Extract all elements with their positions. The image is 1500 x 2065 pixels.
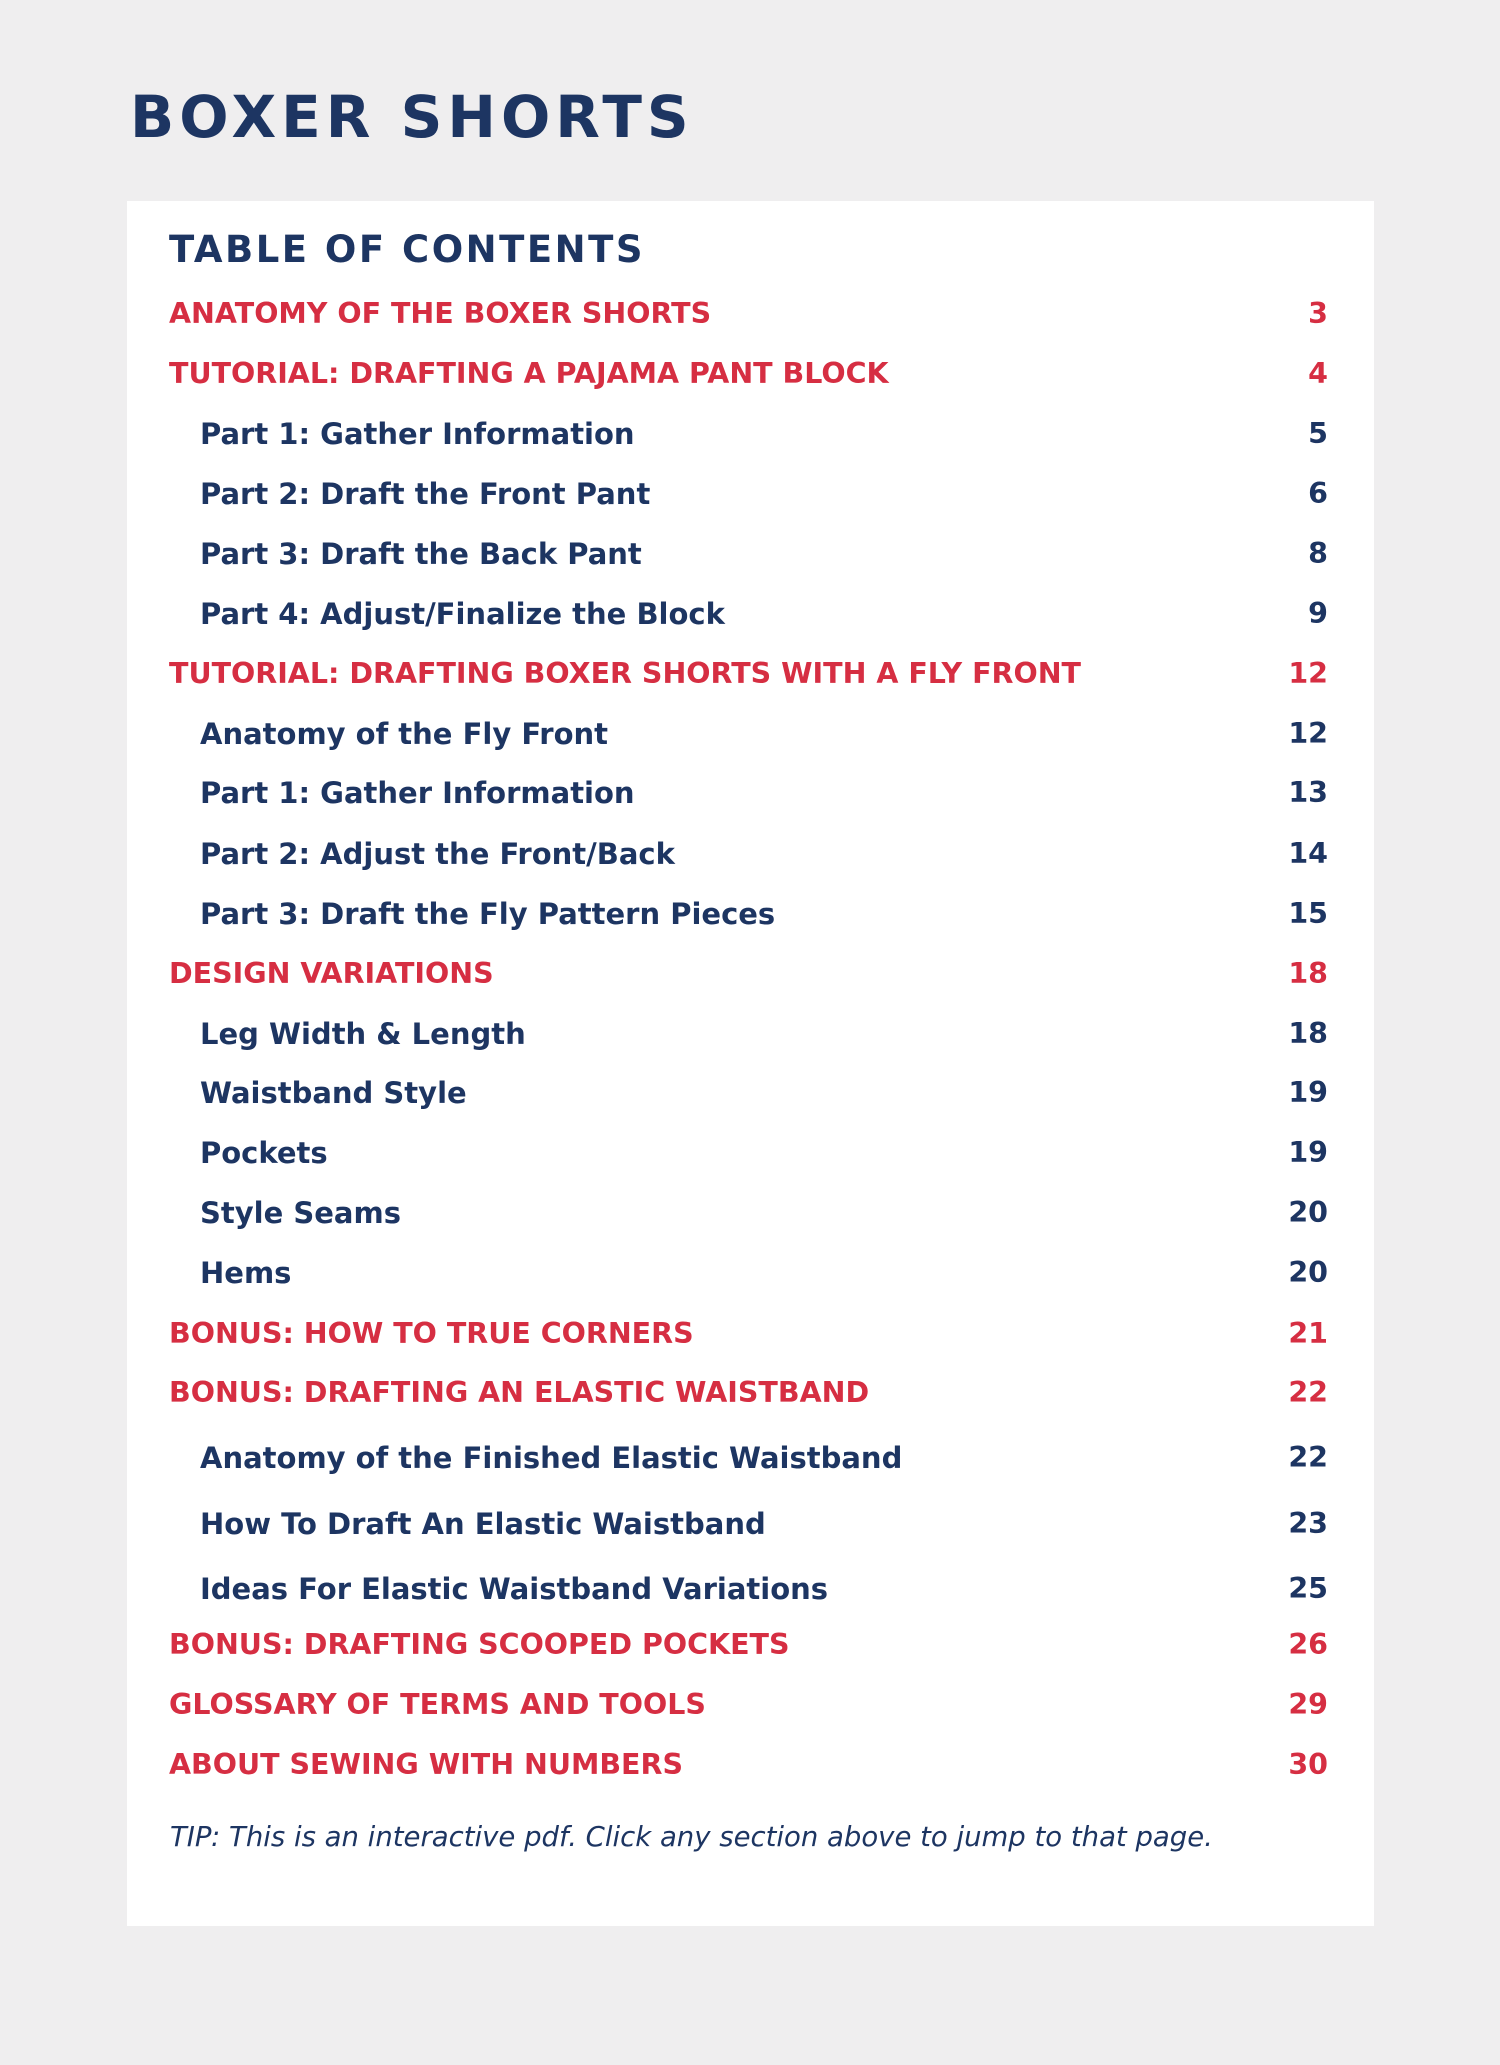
toc-entry-glossary[interactable] [169, 1683, 1328, 1727]
toc-entry-part-1-gather-information[interactable] [200, 412, 1328, 456]
toc-entry-how-to-draft-elastic-waistband[interactable] [200, 1502, 1328, 1546]
toc-entry-part-3-draft-fly-pattern-pieces[interactable] [200, 892, 1328, 936]
toc-entry-tutorial-pajama-pant-block[interactable] [169, 352, 1328, 396]
toc-entry-page-number: 19 [1288, 1075, 1328, 1109]
toc-entry-label: Anatomy of the Fly Front [200, 716, 609, 751]
toc-entry-page-number: 29 [1288, 1687, 1328, 1721]
toc-entry-label: Part 1: Gather Information [200, 416, 635, 451]
document-title: BOXER SHORTS [130, 83, 694, 151]
toc-entry-label: Part 3: Draft the Back Pant [200, 536, 642, 571]
toc-entry-label: TUTORIAL: DRAFTING A PAJAMA PANT BLOCK [169, 356, 889, 390]
toc-entry-fly-part-1-gather-information[interactable] [200, 771, 1328, 815]
toc-entry-bonus-elastic-waistband[interactable] [169, 1371, 1328, 1415]
toc-entry-page-number: 23 [1288, 1506, 1328, 1540]
toc-entry-page-number: 5 [1308, 416, 1328, 450]
toc-entry-page-number: 14 [1288, 836, 1328, 870]
toc-entry-label: Part 2: Draft the Front Pant [200, 476, 651, 511]
tip-note: TIP: This is an interactive pdf. Click any section above to jump to that page. [170, 1821, 1213, 1853]
toc-entry-label: Part 2: Adjust the Front/Back [200, 836, 675, 871]
table-of-contents-panel [127, 201, 1374, 1926]
toc-entry-hems[interactable] [200, 1251, 1328, 1295]
toc-entry-label: TUTORIAL: DRAFTING BOXER SHORTS WITH A FLY FRONT [169, 656, 1081, 690]
toc-entry-page-number: 26 [1288, 1627, 1328, 1661]
toc-entry-label: Anatomy of the Finished Elastic Waistband [200, 1440, 903, 1475]
toc-entry-label: ANATOMY OF THE BOXER SHORTS [169, 296, 712, 330]
toc-entry-label: DESIGN VARIATIONS [169, 956, 494, 990]
toc-entry-page-number: 25 [1288, 1571, 1328, 1605]
toc-entry-page-number: 19 [1288, 1135, 1328, 1169]
toc-entry-part-4-adjust-finalize-block[interactable] [200, 592, 1328, 636]
toc-entry-label: Part 3: Draft the Fly Pattern Pieces [200, 896, 776, 931]
toc-entry-page-number: 12 [1288, 716, 1328, 750]
toc-entry-page-number: 13 [1288, 775, 1328, 809]
toc-entry-tutorial-boxer-shorts-fly-front[interactable] [169, 652, 1328, 696]
toc-entry-page-number: 4 [1308, 356, 1328, 390]
toc-entry-page-number: 22 [1288, 1440, 1328, 1474]
toc-entry-page-number: 9 [1308, 596, 1328, 630]
toc-entry-label: How To Draft An Elastic Waistband [200, 1506, 766, 1541]
toc-entry-label: Waistband Style [200, 1075, 467, 1110]
toc-entry-part-2-draft-front-pant[interactable] [200, 472, 1328, 516]
toc-entry-label: GLOSSARY OF TERMS AND TOOLS [169, 1687, 706, 1721]
toc-entry-bonus-true-corners[interactable] [169, 1312, 1328, 1356]
toc-entry-label: Part 1: Gather Information [200, 775, 635, 810]
toc-entry-page-number: 21 [1288, 1316, 1328, 1350]
toc-heading: TABLE OF CONTENTS [169, 228, 645, 271]
toc-entry-label: ABOUT SEWING WITH NUMBERS [169, 1747, 683, 1781]
toc-entry-label: Style Seams [200, 1195, 401, 1230]
toc-entry-page-number: 30 [1288, 1747, 1328, 1781]
toc-entry-leg-width-length[interactable] [200, 1012, 1328, 1056]
toc-entry-label: Part 4: Adjust/Finalize the Block [200, 596, 725, 631]
toc-entry-about-sewing-with-numbers[interactable] [169, 1743, 1328, 1787]
toc-entry-label: Ideas For Elastic Waistband Variations [200, 1571, 829, 1606]
toc-entry-label: BONUS: DRAFTING AN ELASTIC WAISTBAND [169, 1375, 870, 1409]
toc-entry-part-2-adjust-front-back[interactable] [200, 832, 1328, 876]
toc-entry-style-seams[interactable] [200, 1191, 1328, 1235]
toc-entry-anatomy-of-the-fly-front[interactable] [200, 712, 1328, 756]
toc-entry-page-number: 6 [1308, 476, 1328, 510]
toc-entry-ideas-elastic-waistband-variations[interactable] [200, 1567, 1328, 1611]
toc-entry-anatomy-finished-elastic-waistband[interactable] [200, 1436, 1328, 1480]
toc-entry-page-number: 3 [1308, 296, 1328, 330]
toc-entry-label: BONUS: DRAFTING SCOOPED POCKETS [169, 1627, 790, 1661]
toc-entry-page-number: 18 [1288, 956, 1328, 990]
toc-entry-page-number: 18 [1288, 1016, 1328, 1050]
toc-entry-label: Pockets [200, 1135, 328, 1170]
toc-entry-page-number: 15 [1288, 896, 1328, 930]
toc-entry-design-variations[interactable] [169, 952, 1328, 996]
toc-entry-page-number: 22 [1288, 1375, 1328, 1409]
toc-entry-page-number: 12 [1288, 656, 1328, 690]
toc-entry-label: BONUS: HOW TO TRUE CORNERS [169, 1316, 694, 1350]
toc-entry-pockets[interactable] [200, 1131, 1328, 1175]
toc-entry-label: Hems [200, 1255, 292, 1290]
toc-entry-bonus-scooped-pockets[interactable] [169, 1623, 1328, 1667]
toc-entry-label: Leg Width & Length [200, 1016, 526, 1051]
toc-entry-anatomy-of-the-boxer-shorts[interactable] [169, 292, 1328, 336]
toc-entry-page-number: 20 [1288, 1255, 1328, 1289]
toc-entry-waistband-style[interactable] [200, 1071, 1328, 1115]
toc-entry-page-number: 20 [1288, 1195, 1328, 1229]
toc-entry-page-number: 8 [1308, 536, 1328, 570]
toc-entry-part-3-draft-back-pant[interactable] [200, 532, 1328, 576]
